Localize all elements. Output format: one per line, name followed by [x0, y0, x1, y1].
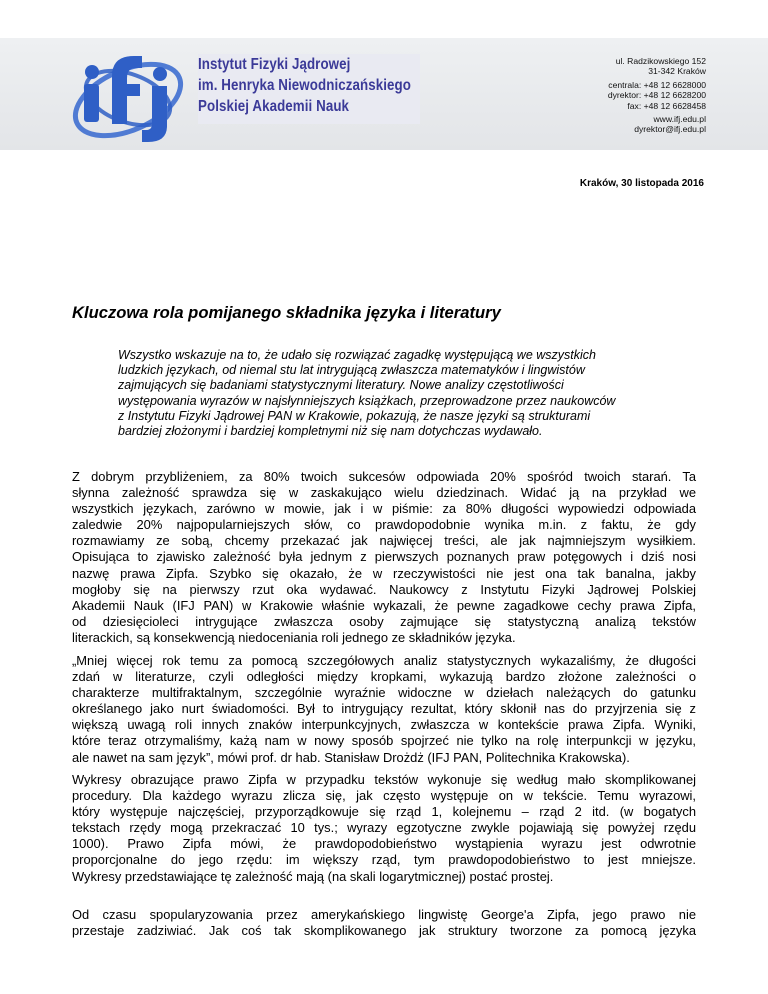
text-line: mogłoby się na pierwszy rzut oka wydawać. Naukowcy z Instytutu Fizyki Jądrowej Polskiej: [72, 581, 696, 597]
text-line: tekstach rzędy mogą przekraczać 10 tys.; wyrazy egzotyczne zwykle pojawiają się powyżej rzędu: [72, 820, 696, 836]
text-line: Wykresy przedstawiające tę zależność mają (na skali logarytmicznej) postać prostej.: [72, 868, 554, 884]
phone-line: dyrektor: +48 12 6628200: [607, 90, 706, 101]
text-line: przestaje zadziwiać. Jak coś tak skomplikowanego jak struktury tworzone za pomocą języka: [72, 923, 696, 939]
text-line: słynna zależność sprawdza się w zaskakująco wielu dziedzinach. Widać ją na przykład we: [72, 485, 696, 501]
text-line: większą uwagą roli innych znaków interpunkcyjnych, zwłaszcza w kontekście prawa Zipfa. Wyniki,: [72, 717, 696, 733]
lead-line: występowania wyrazów w najsłynniejszych książkach, przeprowadzone przez naukowców: [118, 393, 616, 408]
text-line: Z dobrym przybliżeniem, za 80% twoich sukcesów odpowiada 20% spośród twoich starań. Ta: [72, 469, 696, 484]
website-link[interactable]: www.ifj.edu.pl: [653, 114, 706, 125]
text-line: które teraz otrzymaliśmy, każą nam w nowy sposób spojrzeć nie tylko na rolę interpunkcji w języku,: [72, 733, 696, 749]
text-line: Akademii Nauk (IFJ PAN) w Krakowie właśnie wykazali, że pewne zagadkowe cechy prawa Zipfa,: [72, 597, 696, 613]
fax-line: fax: +48 12 6628458: [627, 100, 706, 111]
lead-line: Wszystko wskazuje na to, że udało się rozwiązać zagadkę występującą we wszystkich: [118, 348, 596, 362]
institute-name-line-3: Polskiej Akademii Nauk: [198, 98, 350, 115]
institute-name-line-2: im. Henryka Niewodniczańskiego: [198, 77, 411, 94]
body-paragraph-1: [72, 469, 696, 646]
postal-line: 31-342 Kraków: [648, 66, 706, 77]
contact-block: [608, 56, 706, 135]
document-date: Kraków, 30 listopada 2016: [579, 178, 704, 189]
phone-line: centrala: +48 12 6628000: [608, 79, 706, 90]
text-line: proporcjonalne do jego rzędu: im większy rząd, tym prawdopodobieństwo to jest mniejsze.: [72, 852, 696, 868]
text-line: „Mniej więcej rok temu za pomocą szczegółowych analiz statystycznych wykazaliśmy, że długości: [72, 653, 696, 668]
address-line: ul. Radzikowskiego 152: [615, 56, 706, 66]
text-line: zaledwie 20% najpopularniejszych słów, co prawdopodobnie wynika m.in. z faktu, że gdy: [72, 517, 696, 533]
lead-line: ludzkich językach, od niemal stu lat intrygującą zwłaszcza matematyków i lingwistów: [118, 363, 585, 378]
text-line: Wykresy obrazujące prawo Zipfa w przypadku tekstów wykonuje się według mało skomplikowanej: [72, 772, 696, 787]
text-line: Opisująca to zjawisko zależność była jednym z pierwszych poznanych praw potęgowych i dziś nosi: [72, 549, 696, 565]
text-line: 1000). Prawo Zipfa mówi, że prawdopodobieństwo wystąpienia wyrazu jest odwrotnie: [72, 836, 696, 852]
text-line: ale nawet na sam język”, mówi prof. dr hab. Stanisław Drożdż (IFJ PAN, Politechnika Krakowska).: [72, 749, 630, 765]
lead-line: zajmujących się badaniami statystycznymi literatury. Nowe analizy częstotliwości: [118, 378, 564, 393]
body-paragraph-3: [72, 772, 696, 885]
text-line: literackich, są konsekwencją niedoceniania roli jednego ze składników języka.: [72, 629, 516, 645]
text-line: określanego jako nurt świadomości. Był to intrygujący rezultat, który skłonił nas do przyjrzenia się z: [72, 701, 696, 717]
ifj-logo: [62, 42, 192, 146]
text-line: procedury. Dla każdego wyrazu zlicza się, jak często występuje on w tekście. Temu wyrazowi,: [72, 788, 696, 804]
text-line: wszystkich językach, zarówno w mowie, jak i w piśmie: za 80% długości wypowiedzi odpowiada: [72, 501, 696, 517]
email-link[interactable]: dyrektor@ifj.edu.pl: [634, 124, 706, 135]
text-line: nazwę prawa Zipfa. Szybko się okazało, że w rzeczywistości nie jest ona tak banalna, jakby: [72, 565, 696, 581]
article-title: Kluczowa rola pomijanego składnika języka i literatury: [72, 303, 501, 322]
lead-line: bardziej złożonymi i bardziej kompletnymi niż się nam dotychczas wydawało.: [118, 424, 543, 439]
lead-paragraph: [118, 348, 682, 439]
text-line: rozmawiamy ze sobą, chcemy przekazać jak najwięcej treści, ale jak najmniejszym wysiłkiem.: [72, 533, 696, 549]
text-line: zdań w literaturze, czyli odległości między kropkami, wykazują bardzo złożone zależności o: [72, 669, 696, 685]
text-line: charakterze multifraktalnym, szczególnie wyraźnie widoczne w dziełach należących do gatunku: [72, 685, 696, 701]
text-line: który występuje najczęściej, przyporządkowuje się rząd 1, kolejnemu – rząd 2 itd. (w bogatych: [72, 804, 696, 820]
text-line: Od czasu spopularyzowania przez amerykańskiego lingwistę George'a Zipfa, jego prawo nie: [72, 907, 696, 922]
body-paragraph-4: [72, 907, 696, 939]
body-paragraph-2: [72, 653, 696, 766]
institute-name-line-1: Instytut Fizyki Jądrowej: [198, 56, 351, 73]
lead-line: z Instytutu Fizyki Jądrowej PAN w Krakowie, pokazują, że nasze języki są strukturami: [118, 408, 591, 423]
institute-name: [198, 54, 420, 124]
text-line: od dziesięcioleci intrygujące zwłaszcza osoby zajmujące się statystyczną analizą tekstów: [72, 613, 696, 629]
